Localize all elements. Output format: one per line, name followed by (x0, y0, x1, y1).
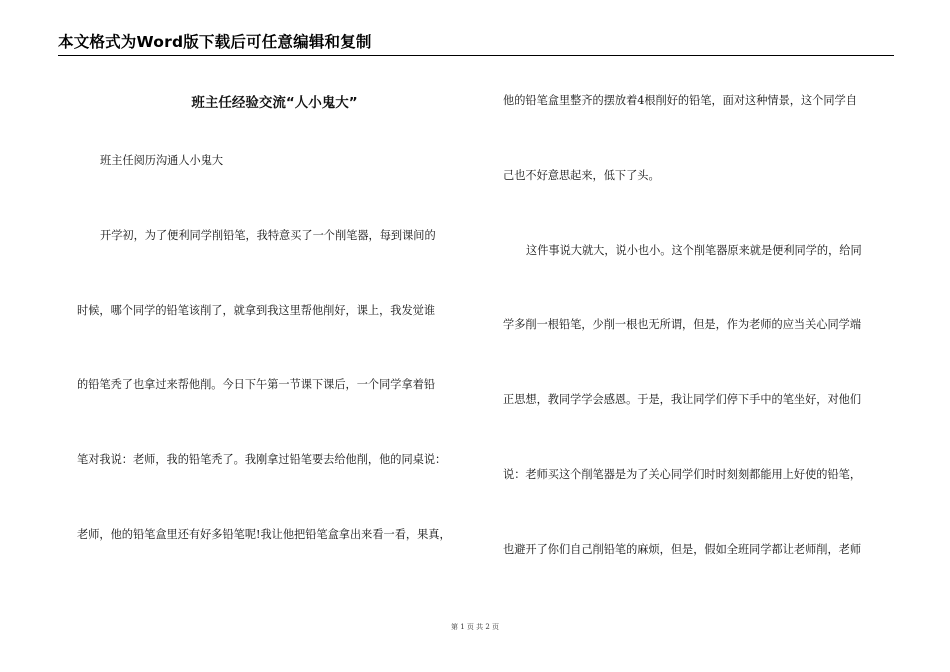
paragraph-line: 时候，哪个同学的铅笔该削了，就拿到我这里帮他削好，课上，我发觉谁 (77, 304, 436, 317)
banner-divider (58, 55, 894, 56)
document-title: 班主任经验交流“人小鬼大” (191, 95, 358, 111)
paragraph-line: 的铅笔秃了也拿过来帮他削。今日下午第一节课下课后，一个同学拿着铅 (77, 378, 436, 391)
paragraph-line: 老师，他的铅笔盒里还有好多铅笔呢!我让他把铅笔盒拿出来看一看，果真， (77, 528, 451, 541)
paragraph-line: 班主任阅历沟通人小鬼大 (100, 154, 224, 167)
paragraph-line: 他的铅笔盒里整齐的摆放着4根削好的铅笔，面对这种情景，这个同学自 (503, 94, 857, 107)
paragraph-line: 这件事说大就大，说小也小。这个削笔器原来就是便利同学的，给同 (526, 244, 862, 257)
paragraph-line: 开学初，为了便利同学削铅笔，我特意买了一个削笔器，每到课间的 (100, 229, 436, 242)
paragraph-line: 说：老师买这个削笔器是为了关心同学们时时刻刻都能用上好使的铅笔， (503, 468, 862, 481)
page-number-footer: 第 1 页 共 2 页 (450, 623, 500, 631)
paragraph-line: 己也不好意思起来，低下了头。 (503, 169, 660, 182)
paragraph-line: 笔对我说：老师，我的铅笔秃了。我刚拿过铅笔要去给他削，他的同桌说： (77, 453, 447, 466)
paragraph-line: 正思想，教同学学会感恩。于是，我让同学们停下手中的笔坐好，对他们 (503, 393, 862, 406)
document-banner: 本文格式为Word版下载后可任意编辑和复制 (58, 33, 372, 51)
paragraph-line: 学多削一根铅笔，少削一根也无所谓，但是，作为老师的应当关心同学端 (503, 318, 862, 331)
paragraph-line: 也避开了你们自己削铅笔的麻烦，但是，假如全班同学都让老师削，老师 (503, 543, 862, 556)
